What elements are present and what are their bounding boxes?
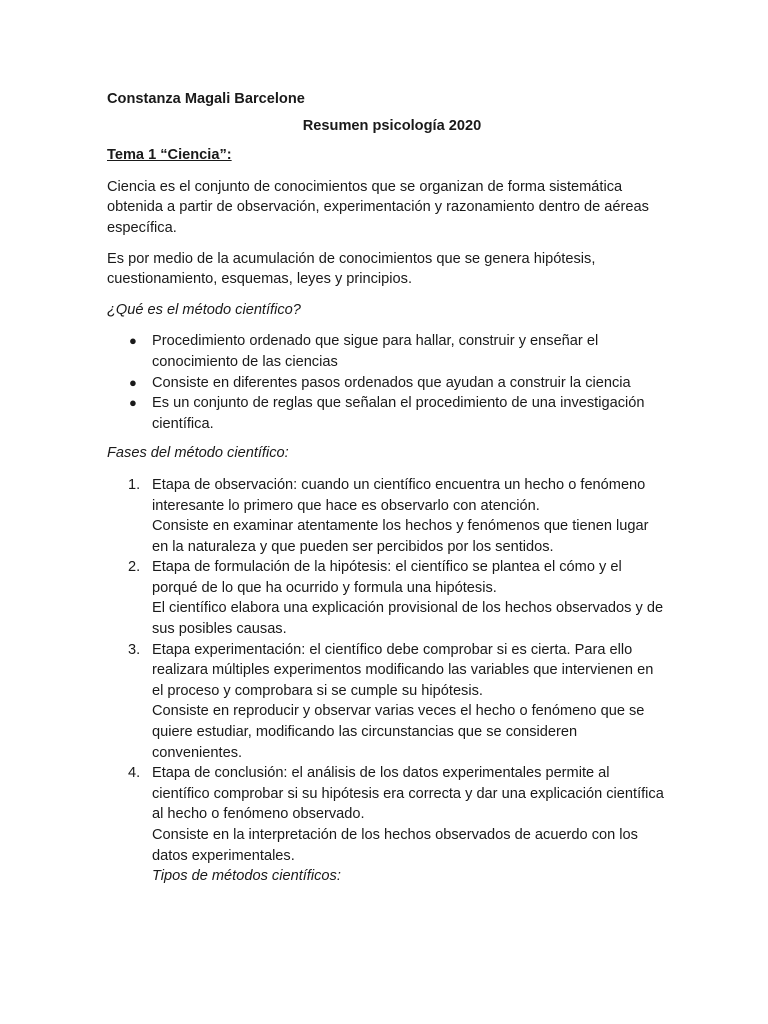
phase-text: Etapa de observación: cuando un científico encuentra un hecho o fenómeno interesante lo primero que hace es observarlo con atención. <box>152 476 646 514</box>
phase-item <box>107 640 667 764</box>
list-item-text: Procedimiento ordenado que sigue para hallar, construir y enseñar el conocimiento de las ciencias <box>152 333 599 370</box>
list-item <box>107 393 667 434</box>
phases-list <box>107 475 667 887</box>
phase-detail: Consiste en la interpretación de los hechos observados de acuerdo con los datos experimentales. <box>152 827 638 864</box>
paragraph-accumulation: Es por medio de la acumulación de conocimientos que se genera hipótesis, cuestionamiento, esquemas, leyes y principios. <box>107 250 596 288</box>
phase-detail: Consiste en examinar atentamente los hechos y fenómenos que tienen lugar en la naturaleza y que pueden ser percibidos por los sentidos. <box>152 518 649 555</box>
bullet-icon: ● <box>129 395 137 411</box>
author-name: Constanza Magali Barcelone <box>107 91 305 107</box>
paragraph-definition: Ciencia es el conjunto de conocimientos que se organizan de forma sistemática obtenida a partir de observación, experimentación y razonamiento dentro de aéreas específica. <box>107 178 649 236</box>
document-page <box>107 89 667 887</box>
phase-number: 2. <box>128 559 141 576</box>
bullet-icon: ● <box>129 374 137 390</box>
list-item <box>107 331 667 372</box>
phase-item <box>107 557 667 639</box>
phase-number: 4. <box>128 765 141 782</box>
phase-text: Etapa de formulación de la hipótesis: el científico se plantea el cómo y el porqué de lo que ha ocurrido y formula una hipótesis. <box>152 559 622 596</box>
list-item-text: Es un conjunto de reglas que señalan el procedimiento de una investigación científica. <box>152 395 645 432</box>
section-title: Tema 1 “Ciencia”: <box>107 147 232 164</box>
phase-subheading: Tipos de métodos científicos: <box>152 868 341 885</box>
method-bullet-list <box>107 331 667 434</box>
list-item <box>107 373 667 394</box>
document-title: Resumen psicología 2020 <box>302 117 482 134</box>
bullet-icon: ● <box>129 333 137 349</box>
question-heading: ¿Qué es el método científico? <box>107 301 301 318</box>
phase-text: Etapa experimentación: el científico debe comprobar si es cierta. Para ello realizara múltiples experimentos modificando las variables que intervienen en el proceso y comprobara si se cumple su hipótesis. <box>152 641 654 699</box>
phase-detail: Consiste en reproducir y observar varias veces el hecho o fenómeno que se quiere estudiar, modificando las circunstancias que se consideren convenientes. <box>152 703 645 761</box>
phases-heading: Fases del método científico: <box>107 445 289 462</box>
phase-detail: El científico elabora una explicación provisional de los hechos observados y de sus posibles causas. <box>152 600 664 638</box>
phase-text: Etapa de conclusión: el análisis de los datos experimentales permite al científico comprobar si su hipótesis era correcta y dar una explicación científica al hecho o fenómeno observado. <box>152 765 664 823</box>
phase-item <box>107 475 667 557</box>
phase-number: 3. <box>128 641 141 658</box>
list-item-text: Consiste en diferentes pasos ordenados que ayudan a construir la ciencia <box>152 374 631 391</box>
phase-number: 1. <box>128 476 141 493</box>
phase-item <box>107 763 667 887</box>
